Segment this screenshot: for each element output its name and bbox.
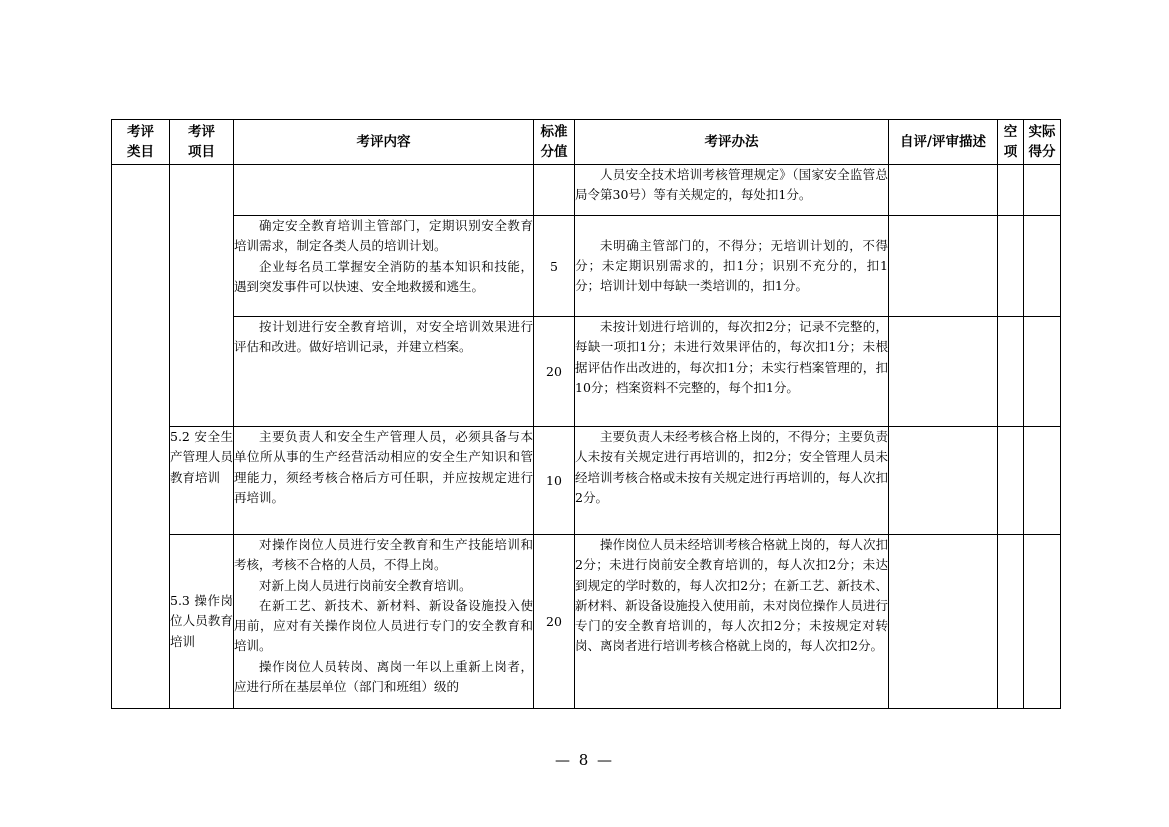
content-cell: 主要负责人和安全生产管理人员，必须具备与本单位所从事的生产经营活动相应的安全生产知识和管理能力，须经考核合格后方可任职，并应按规定进行再培训。 xyxy=(234,427,534,535)
self-evaluation-cell[interactable] xyxy=(889,216,998,317)
category-cell xyxy=(112,165,170,709)
empty-item-cell[interactable] xyxy=(998,165,1024,216)
score-cell: 5 xyxy=(534,216,575,317)
method-cell: 主要负责人未经考核合格上岗的，不得分；主要负责人未按有关规定进行再培训的，扣2分；安全管理人员未经培训考核合格或未按有关规定进行再培训的，每人次扣2分。 xyxy=(575,427,889,535)
header-self-evaluation: 自评/评审描述 xyxy=(889,120,998,165)
empty-item-cell[interactable] xyxy=(998,216,1024,317)
empty-item-cell[interactable] xyxy=(998,317,1024,427)
method-cell: 人员安全技术培训考核管理规定》（国家安全监管总局令第30号）等有关规定的，每处扣1分。 xyxy=(575,165,889,216)
item-cell xyxy=(170,165,234,427)
actual-score-cell[interactable] xyxy=(1024,535,1061,709)
table-row xyxy=(112,535,1061,709)
method-cell: 未按计划进行培训的，每次扣2分；记录不完整的，每缺一项扣1分；未进行效果评估的，每次扣1分；未根据评估作出改进的，每次扣1分；未实行档案管理的，扣10分；档案资料不完整的，每个扣1分。 xyxy=(575,317,889,427)
page-number: — 8 — xyxy=(554,751,615,769)
empty-item-cell[interactable] xyxy=(998,535,1024,709)
header-empty-item: 空 项 xyxy=(998,120,1024,165)
table-row xyxy=(112,317,1061,427)
header-actual-score: 实际 得分 xyxy=(1024,120,1061,165)
actual-score-cell[interactable] xyxy=(1024,317,1061,427)
header-method: 考评办法 xyxy=(575,120,889,165)
item-cell: 5.2 安全生产管理人员教育培训 xyxy=(170,427,234,535)
self-evaluation-cell[interactable] xyxy=(889,165,998,216)
table-header-row xyxy=(112,120,1061,165)
self-evaluation-cell[interactable] xyxy=(889,427,998,535)
score-cell: 20 xyxy=(534,317,575,427)
content-cell: 按计划进行安全教育培训，对安全培训效果进行评估和改进。做好培训记录，并建立档案。 xyxy=(234,317,534,427)
header-item: 考评 项目 xyxy=(170,120,234,165)
evaluation-table xyxy=(111,119,1061,709)
self-evaluation-cell[interactable] xyxy=(889,535,998,709)
actual-score-cell[interactable] xyxy=(1024,427,1061,535)
score-cell xyxy=(534,165,575,216)
content-cell: 确定安全教育培训主管部门，定期识别安全教育培训需求，制定各类人员的培训计划。 企业每名员工掌握安全消防的基本知识和技能，遇到突发事件可以快速、安全地救援和逃生。 xyxy=(234,216,534,317)
header-content: 考评内容 xyxy=(234,120,534,165)
content-cell: 对操作岗位人员进行安全教育和生产技能培训和考核，考核不合格的人员，不得上岗。 对新上岗人员进行岗前安全教育培训。 在新工艺、新技术、新材料、新设备设施投入使用前，应对有关操作岗位人员进行专门的安全教育和培训。 操作岗位人员转岗、离岗一年以上重新上岗者，应进行所在基层单位（部门和班组）级的 xyxy=(234,535,534,709)
item-cell: 5.3 操作岗位人员教育培训 xyxy=(170,535,234,709)
table-row xyxy=(112,165,1061,216)
actual-score-cell[interactable] xyxy=(1024,165,1061,216)
method-cell: 操作岗位人员未经培训考核合格就上岗的，每人次扣2分；未进行岗前安全教育培训的，每人次扣2分；未达到规定的学时数的，每人次扣2分；在新工艺、新技术、新材料、新设备设施投入使用前，未对岗位操作人员进行专门的安全教育培训的，每人次扣2分；未按规定对转岗、离岗者进行培训考核合格就上岗的，每人次扣2分。 xyxy=(575,535,889,709)
method-cell: 未明确主管部门的，不得分；无培训计划的，不得分；未定期识别需求的，扣1分；识别不充分的，扣1分；培训计划中每缺一类培训的，扣1分。 xyxy=(575,216,889,317)
content-cell xyxy=(234,165,534,216)
table-row xyxy=(112,216,1061,317)
table-row xyxy=(112,427,1061,535)
header-category: 考评 类目 xyxy=(112,120,170,165)
score-cell: 20 xyxy=(534,535,575,709)
empty-item-cell[interactable] xyxy=(998,427,1024,535)
score-cell: 10 xyxy=(534,427,575,535)
header-score: 标准 分值 xyxy=(534,120,575,165)
actual-score-cell[interactable] xyxy=(1024,216,1061,317)
self-evaluation-cell[interactable] xyxy=(889,317,998,427)
